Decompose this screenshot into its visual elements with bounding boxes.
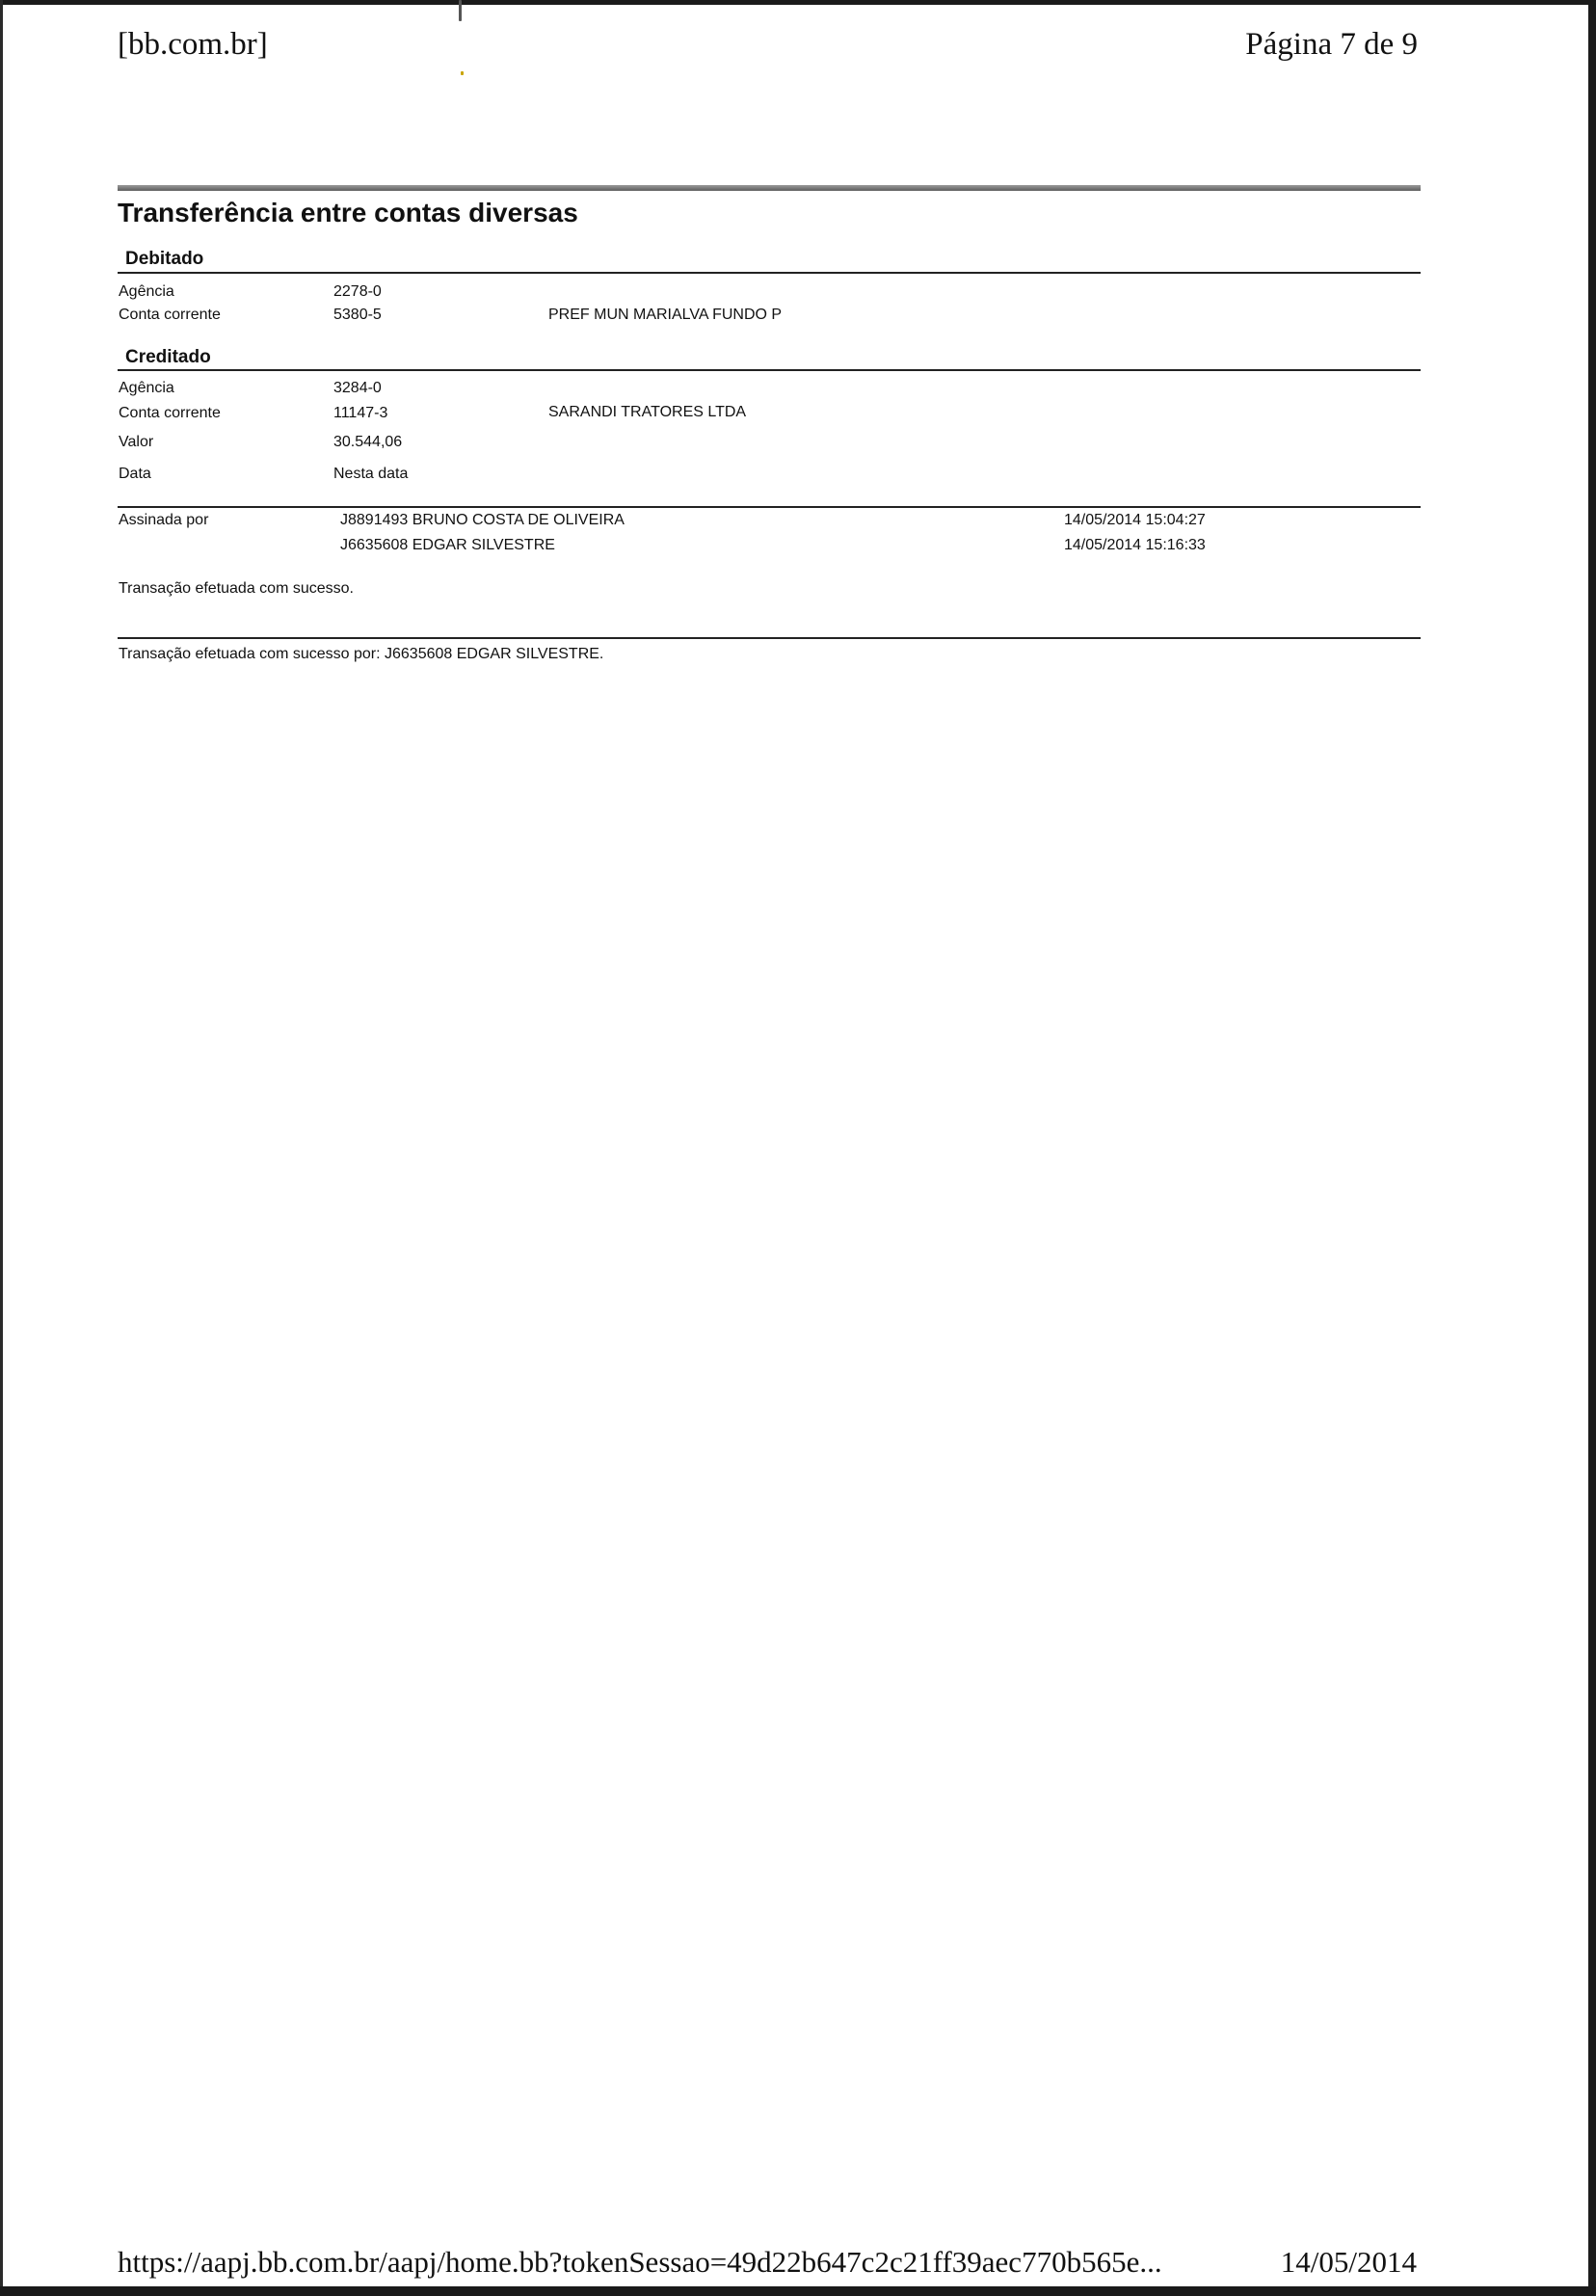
final-status-message: Transação efetuada com sucesso por: J6635608 EDGAR SILVESTRE. (119, 646, 604, 662)
creditado-agencia-label: Agência (119, 380, 174, 396)
data-value: Nesta data (333, 466, 409, 482)
assinada-por-label: Assinada por (119, 512, 209, 528)
creditado-agencia: 3284-0 (333, 380, 382, 396)
valor-label: Valor (119, 434, 154, 450)
header-site: [bb.com.br] (118, 27, 268, 62)
scan-edge-top (0, 0, 1596, 5)
scan-edge-right (1588, 0, 1596, 2296)
footer-date: 14/05/2014 (1280, 2245, 1417, 2279)
status-rule (118, 637, 1421, 639)
title-rule (118, 185, 1421, 191)
status-message: Transação efetuada com sucesso. (119, 580, 354, 597)
section-rule (118, 272, 1421, 274)
scan-edge-bottom (0, 2286, 1596, 2296)
section-creditado: Creditado (125, 347, 211, 367)
creditado-conta-label: Conta corrente (119, 405, 221, 421)
debitado-conta: 5380-5 (333, 307, 382, 323)
scan-edge-left (0, 0, 3, 2296)
valor-amount: 30.544,06 (333, 434, 403, 450)
debitado-agencia: 2278-0 (333, 283, 382, 300)
creditado-conta: 11147-3 (333, 405, 388, 421)
debitado-titular: PREF MUN MARIALVA FUNDO P (548, 307, 783, 323)
signer-name: J6635608 EDGAR SILVESTRE (340, 537, 555, 553)
creditado-titular: SARANDI TRATORES LTDA (548, 404, 747, 420)
signer-timestamp: 14/05/2014 15:16:33 (1064, 537, 1206, 553)
data-label: Data (119, 466, 151, 482)
page-title: Transferência entre contas diversas (118, 198, 578, 227)
debitado-agencia-label: Agência (119, 283, 174, 300)
signer-name: J8891493 BRUNO COSTA DE OLIVEIRA (340, 512, 625, 528)
section-rule (118, 369, 1421, 371)
debitado-conta-label: Conta corrente (119, 307, 221, 323)
header-page-number: Página 7 de 9 (1245, 27, 1418, 62)
footer-url: https://aapj.bb.com.br/aapj/home.bb?tokenSessao=49d22b647c2c21ff39aec770b565e... (118, 2245, 1162, 2279)
scan-speck (461, 71, 464, 75)
signer-timestamp: 14/05/2014 15:04:27 (1064, 512, 1206, 528)
scan-speck (459, 0, 462, 21)
signature-rule (118, 506, 1421, 508)
section-debitado: Debitado (125, 249, 204, 269)
